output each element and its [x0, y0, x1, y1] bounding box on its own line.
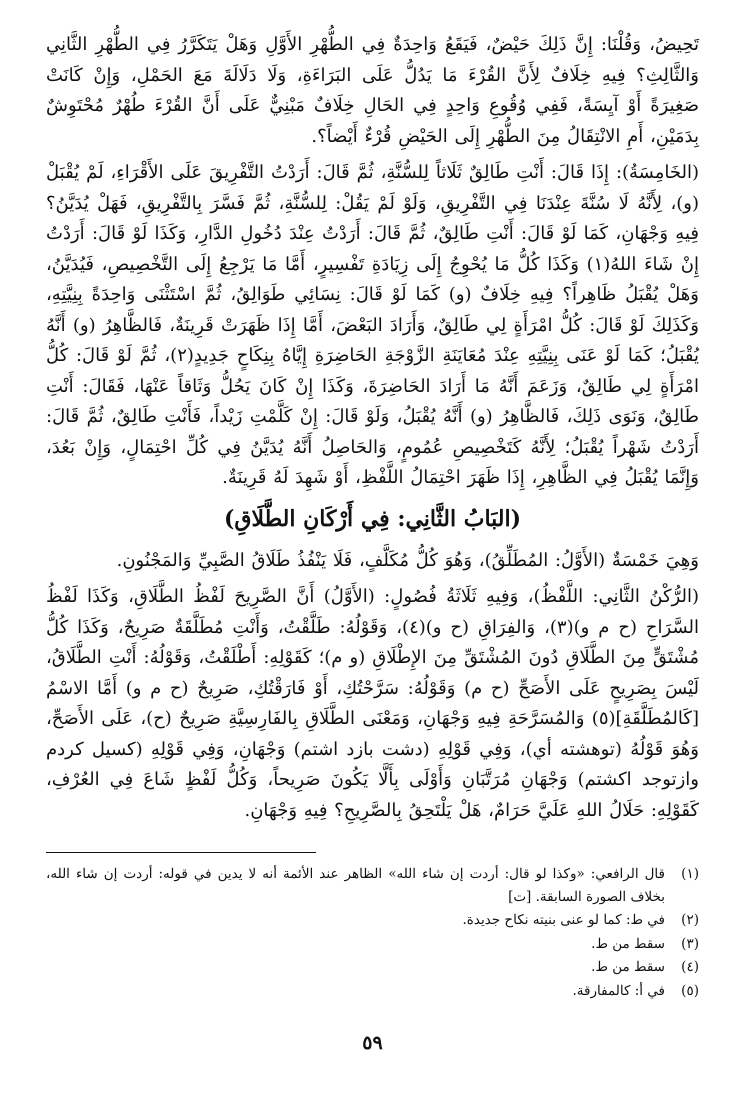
- paragraph-second-pillar: (الرُّكْنُ الثَّانِي: اللَّفْظُ)، وَفِيهِ ثَلَاثَةُ فُصُولٍ: (الأَوَّلُ) أَنَّ الصَّرِيحَ لَفْظُ الطَّلَاقِ، وَكَذَا لَفْظُ السَّرَاحِ (ح م و)(٣)، وَالفِرَاقِ (ح و)(٤)، وَقَوْلُهُ: طَلَّقْتُ، وَأَنْتِ مُطَلَّقَةٌ صَرِيحٌ، وَكَذَا كُلُّ مُشْتَقٍّ مِنَ الطَّلَاقِ دُونَ المُشْتَقِّ مِنَ الإِطْلَاقِ (و م)؛ كَقَوْلِهِ: أَطْلَقْتُ، وَقَوْلُهُ: أَنْتِ الطَّلَاقُ، لَيْسَ بِصَرِيحٍ عَلَى الأَصَحِّ (ح م) وَقَوْلُهُ: سَرَّحْتُكِ، أَوْ فَارَقْتُكِ، صَرِيحٌ (ح م و) أَمَّا الاسْمُ [كَالمُطَلَّقَةِ](٥) وَالمُسَرَّحَةِ فِيهِ وَجْهَانِ، وَمَعْنَى الطَّلَاقِ بِالفَارِسِيَّةِ صَرِيحٌ (ح)، عَلَى الأَصَحِّ، وَهُوَ قَوْلُهُ (توهشته أي)، وَفِي قَوْلِهِ (دشت بازد اشتم) وَجْهَانِ، وَفِي قَوْلِهِ (كسيل كردم وازتوجد اكشتم) وَجْهَانِ مُرَتَّبَانِ وَأَوْلَى بِأَلَّا يَكُونَ صَرِيحاً، وَكُلُّ لَفْظٍ شَاعَ فِي العُرْفِ، كَقَوْلِهِ: حَلَالُ اللهِ عَلَيَّ حَرَامٌ، هَلْ يَلْتَحِقُ بِالصَّرِيحِ؟ فِيهِ وَجْهَانِ.: [46, 586, 700, 821]
- footnote-item: [46, 980, 699, 1003]
- footnote-text: في ط: كما لو عنى بنيته نكاح جديدة.: [462, 912, 665, 928]
- footnote-item: [46, 933, 699, 956]
- paragraph-pillars-intro: وَهِيَ خَمْسَةٌ (الأَوَّلُ: المُطَلِّقُ)، وَهُوَ كُلُّ مُكَلَّفٍ، فَلَا يَنْفُذُ طَلَاقُ الصَّبِيِّ وَالمَجْنُونِ.: [116, 549, 699, 571]
- page-number: ٥٩: [362, 1032, 383, 1054]
- footnote-number: (١): [681, 866, 699, 882]
- footnote-divider: [46, 852, 316, 853]
- footnote-text: قال الرافعي: «وكذا لو قال: أردت إن شاء الله» الظاهر عند الأئمة أنه لا يدين في قوله: أردت إن شاء الله، بخلاف الصورة السابقة. [ت]: [46, 866, 665, 905]
- footnote-item: [46, 863, 699, 908]
- footnote-number: (٥): [681, 982, 699, 999]
- footnote-number: (٤): [681, 959, 699, 975]
- chapter-title: (البَابُ الثَّانِي: فِي أَرْكَانِ الطَّلَاقِ): [223, 505, 522, 532]
- footnote-item: [46, 909, 699, 932]
- footnote-text: في أ: كالمفارقة.: [572, 982, 665, 999]
- paragraph-fifth-issue: (الخَامِسَةُ): إِذَا قَالَ: أَنْتِ طَالِقٌ ثَلَاثاً لِلسُّنَّةِ، ثُمَّ قَالَ: أَرَدْتُ التَّفْرِيقَ عَلَى الأَقْرَاءِ، لَمْ يُقْبَلْ (و)، لِأَنَّهُ لَا سُنَّةَ عِنْدَنَا فِي التَّفْرِيقِ، وَلَوْ لَمْ يَقُلْ: لِلسُّنَّةِ، ثُمَّ فَسَّرَ بِالتَّفْرِيقِ، فَهَلْ يُدَيَّنُ؟ فِيهِ وَجْهَانِ، كَمَا لَوْ قَالَ: أَنْتِ طَالِقٌ، ثُمَّ قَالَ: أَرَدْتُ عِنْدَ دُخُولِ الدَّارِ، وَكَذَا لَوْ قَالَ: أَرَدْتُ إِنْ شَاءَ اللهُ(١) وَكَذَا كُلُّ مَا يُحْوِجُ إِلَى زِيَادَةِ تَفْسِيرٍ، أَمَّا مَا يَرْجِعُ إِلَى التَّخْصِيصِ، فَيُدَيَّنُ، وَهَلْ يُقْبَلُ ظَاهِراً؟ فِيهِ خِلَافٌ (و) كَمَا لَوْ قَالَ: نِسَائِي طَوَالِقُ، ثُمَّ اسْتَثْنَى وَاحِدَةً بِنِيَّتِهِ، وَكَذَلِكَ لَوْ قَالَ: كُلُّ امْرَأَةٍ لِي طَالِقٌ، وَأَرَادَ البَعْضَ، أَمَّا إِذَا ظَهَرَتْ قَرِينَةٌ، فَالظَّاهِرُ (و) أَنَّهُ يُقْبَلُ؛ كَمَا لَوْ عَنَى بِنِيَّتِهِ عِنْدَ مُعَايَنَةِ الزَّوْجَةِ الحَاضِرَةِ إِيَّاهُ بِنِكَاحٍ جَدِيدٍ(٢)، ثُمَّ لَوْ قَالَ: كُلُّ امْرَأَةٍ لِي طَالِقٌ، وَزَعَمَ أَنَّهُ مَا أَرَادَ الحَاضِرَةَ، وَكَذَا إِنْ كَانَ يَحُلُّ وَثَاقاً عَنْهَا، فَقَالَ: أَنْتِ طَالِقٌ، وَنَوَى ذَلِكَ، فَالظَّاهِرُ (و) أَنَّهُ يُقْبَلُ، وَلَوْ قَالَ: إِنْ كَلَّمْتِ زَيْداً، فَأَنْتِ طَالِقٌ، ثُمَّ قَالَ: أَرَدْتُ شَهْراً يُقْبَلُ؛ لِأَنَّهُ كَتَخْصِيصِ عُمُومٍ، وَالحَاصِلُ أَنَّهُ يُدَيَّنُ فِي كُلِّ احْتِمَالٍ، وَإِنْ بَعُدَ، وَإِنَّمَا يُقْبَلُ فِي الظَّاهِرِ، إِذَا ظَهَرَ احْتِمَالُ اللَّفْظِ، أَوْ شَهِدَ لَهُ قَرِينَةٌ.: [46, 162, 700, 488]
- footnote-text: سقط من ط.: [591, 959, 665, 975]
- footnote-text: سقط من ط.: [591, 935, 665, 952]
- footnote-item: [46, 956, 699, 979]
- footnote-number: (٣): [681, 935, 699, 952]
- footnote-number: (٢): [681, 912, 699, 928]
- paragraph-continuation: تَحِيضُ، وَقُلْنَا: إِنَّ ذَلِكَ حَيْضٌ، فَيَقَعُ وَاحِدَةٌ فِي الطُّهْرِ الأَوَّلِ وَهَلْ يَتَكَرَّرُ فِي الطُّهْرِ الثَّانِي وَالثَّالِثِ؟ فِيهِ خِلَافٌ لِأَنَّ القُرْءَ مَا يَدُلُّ عَلَى البَرَاءَةِ، وَلَا دَلَالَةَ مَعَ الحَمْلِ، وَإِنْ كَانَتْ صَغِيرَةً أَوْ آيِسَةً، فَفِي وُقُوعِ وَاحِدٍ فِي الحَالِ خِلَافٌ مَبْنِيٌّ عَلَى أَنَّ القُرْءَ طُهْرٌ مُحْتَوِشٌ بِدَمَيْنِ، أَمِ الانْتِقَالُ مِنَ الطُّهْرِ إِلَى الحَيْضِ قُرْءٌ أَيْضاً؟.: [46, 34, 699, 147]
- footnotes: [46, 863, 699, 1002]
